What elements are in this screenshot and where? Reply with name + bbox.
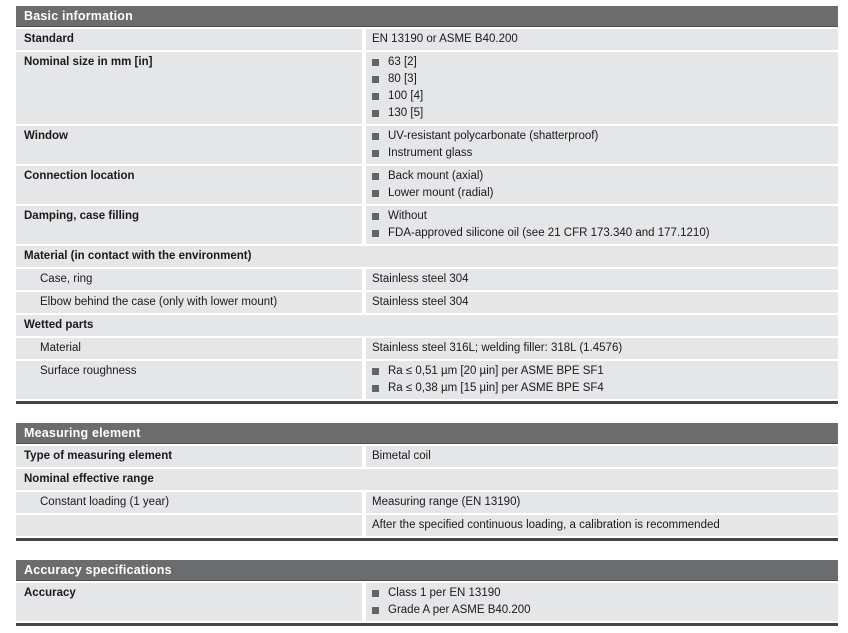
value-text: Stainless steel 304: [372, 273, 469, 285]
value-text: Grade A per ASME B40.200: [388, 604, 531, 616]
row-value: [366, 361, 838, 399]
row-value: [366, 269, 838, 290]
row-value: [366, 338, 838, 359]
spec-section: [16, 423, 838, 541]
value-line: [372, 225, 832, 242]
subsection-label: Wetted parts: [16, 315, 838, 336]
section-rows: [16, 446, 838, 536]
value-line: [372, 105, 832, 122]
bullet-icon: [372, 133, 379, 140]
table-row: [16, 126, 838, 164]
row-label: Accuracy: [16, 583, 362, 621]
spec-section: [16, 560, 838, 626]
value-text: UV-resistant polycarbonate (shatterproof): [388, 130, 599, 142]
row-label: Elbow behind the case (only with lower mount): [16, 292, 362, 313]
row-label: Damping, case filling: [16, 206, 362, 244]
section-rows: [16, 583, 838, 621]
section-bottom-border: [16, 623, 838, 626]
row-value: [366, 292, 838, 313]
row-value: [366, 126, 838, 164]
row-label: Constant loading (1 year): [16, 492, 362, 513]
row-label: [16, 515, 362, 536]
value-line: [372, 128, 832, 145]
bullet-icon: [372, 93, 379, 100]
section-bottom-border: [16, 538, 838, 541]
value-text: 63 [2]: [388, 56, 417, 68]
value-text: Ra ≤ 0,51 µm [20 µin] per ASME BPE SF1: [388, 365, 604, 377]
row-value: [366, 492, 838, 513]
bullet-icon: [372, 590, 379, 597]
value-line: [372, 145, 832, 162]
value-line: [372, 494, 832, 511]
value-text: Back mount (axial): [388, 170, 484, 182]
value-text: 100 [4]: [388, 90, 424, 102]
table-row: [16, 446, 838, 467]
section-header: [16, 423, 838, 444]
table-row: [16, 583, 838, 621]
value-line: [372, 380, 832, 397]
bullet-icon: [372, 607, 379, 614]
value-line: [372, 271, 832, 288]
table-row: [16, 206, 838, 244]
section-title: Measuring element: [24, 426, 141, 440]
value-text: FDA-approved silicone oil (see 21 CFR 173.340 and 177.1210): [388, 227, 710, 239]
value-line: [372, 602, 832, 619]
value-text: Lower mount (radial): [388, 187, 494, 199]
value-line: [372, 448, 832, 465]
value-text: EN 13190 or ASME B40.200: [372, 33, 518, 45]
subsection-label: Nominal effective range: [16, 469, 838, 490]
table-row: [16, 361, 838, 399]
value-line: [372, 54, 832, 71]
value-line: [372, 363, 832, 380]
value-text: Measuring range (EN 13190): [372, 496, 521, 508]
bullet-icon: [372, 368, 379, 375]
row-label: Window: [16, 126, 362, 164]
spec-section: [16, 6, 838, 404]
table-row: [16, 492, 838, 513]
value-line: [372, 31, 832, 48]
value-line: [372, 340, 832, 357]
section-header: [16, 560, 838, 581]
section-header: [16, 6, 838, 27]
value-line: [372, 294, 832, 311]
value-text: Without: [388, 210, 427, 222]
bullet-icon: [372, 230, 379, 237]
value-line: [372, 71, 832, 88]
value-line: [372, 208, 832, 225]
value-line: [372, 517, 832, 534]
table-row: [16, 29, 838, 50]
bullet-icon: [372, 150, 379, 157]
value-line: [372, 185, 832, 202]
bullet-icon: [372, 76, 379, 83]
table-row: [16, 52, 838, 124]
row-value: [366, 583, 838, 621]
value-text: Instrument glass: [388, 147, 473, 159]
bullet-icon: [372, 190, 379, 197]
subsection-label: Material (in contact with the environment): [16, 246, 838, 267]
row-value: [366, 515, 838, 536]
section-bottom-border: [16, 401, 838, 404]
table-row: [16, 338, 838, 359]
bullet-icon: [372, 385, 379, 392]
row-label: Case, ring: [16, 269, 362, 290]
value-text: 80 [3]: [388, 73, 417, 85]
section-title: Basic information: [24, 9, 133, 23]
table-row: [16, 292, 838, 313]
table-row: [16, 515, 838, 536]
section-rows: [16, 29, 838, 399]
table-row: [16, 166, 838, 204]
row-label: Standard: [16, 29, 362, 50]
table-row: [16, 269, 838, 290]
value-text: Bimetal coil: [372, 450, 431, 462]
row-value: [366, 52, 838, 124]
row-label: Surface roughness: [16, 361, 362, 399]
value-text: 130 [5]: [388, 107, 424, 119]
value-text: Ra ≤ 0,38 µm [15 µin] per ASME BPE SF4: [388, 382, 604, 394]
row-label: Nominal size in mm [in]: [16, 52, 362, 124]
value-line: [372, 585, 832, 602]
bullet-icon: [372, 59, 379, 66]
table-row: [16, 246, 838, 267]
value-text: Class 1 per EN 13190: [388, 587, 501, 599]
row-value: [366, 29, 838, 50]
value-text: Stainless steel 304: [372, 296, 469, 308]
row-value: [366, 206, 838, 244]
table-row: [16, 315, 838, 336]
row-label: Connection location: [16, 166, 362, 204]
bullet-icon: [372, 173, 379, 180]
spec-table: [16, 6, 838, 626]
row-value: [366, 446, 838, 467]
row-label: Type of measuring element: [16, 446, 362, 467]
value-text: After the specified continuous loading, a calibration is recommended: [372, 519, 720, 531]
table-row: [16, 469, 838, 490]
row-value: [366, 166, 838, 204]
value-line: [372, 88, 832, 105]
value-text: Stainless steel 316L; welding filler: 318L (1.4576): [372, 342, 623, 354]
row-label: Material: [16, 338, 362, 359]
section-title: Accuracy specifications: [24, 563, 172, 577]
bullet-icon: [372, 110, 379, 117]
value-line: [372, 168, 832, 185]
bullet-icon: [372, 213, 379, 220]
